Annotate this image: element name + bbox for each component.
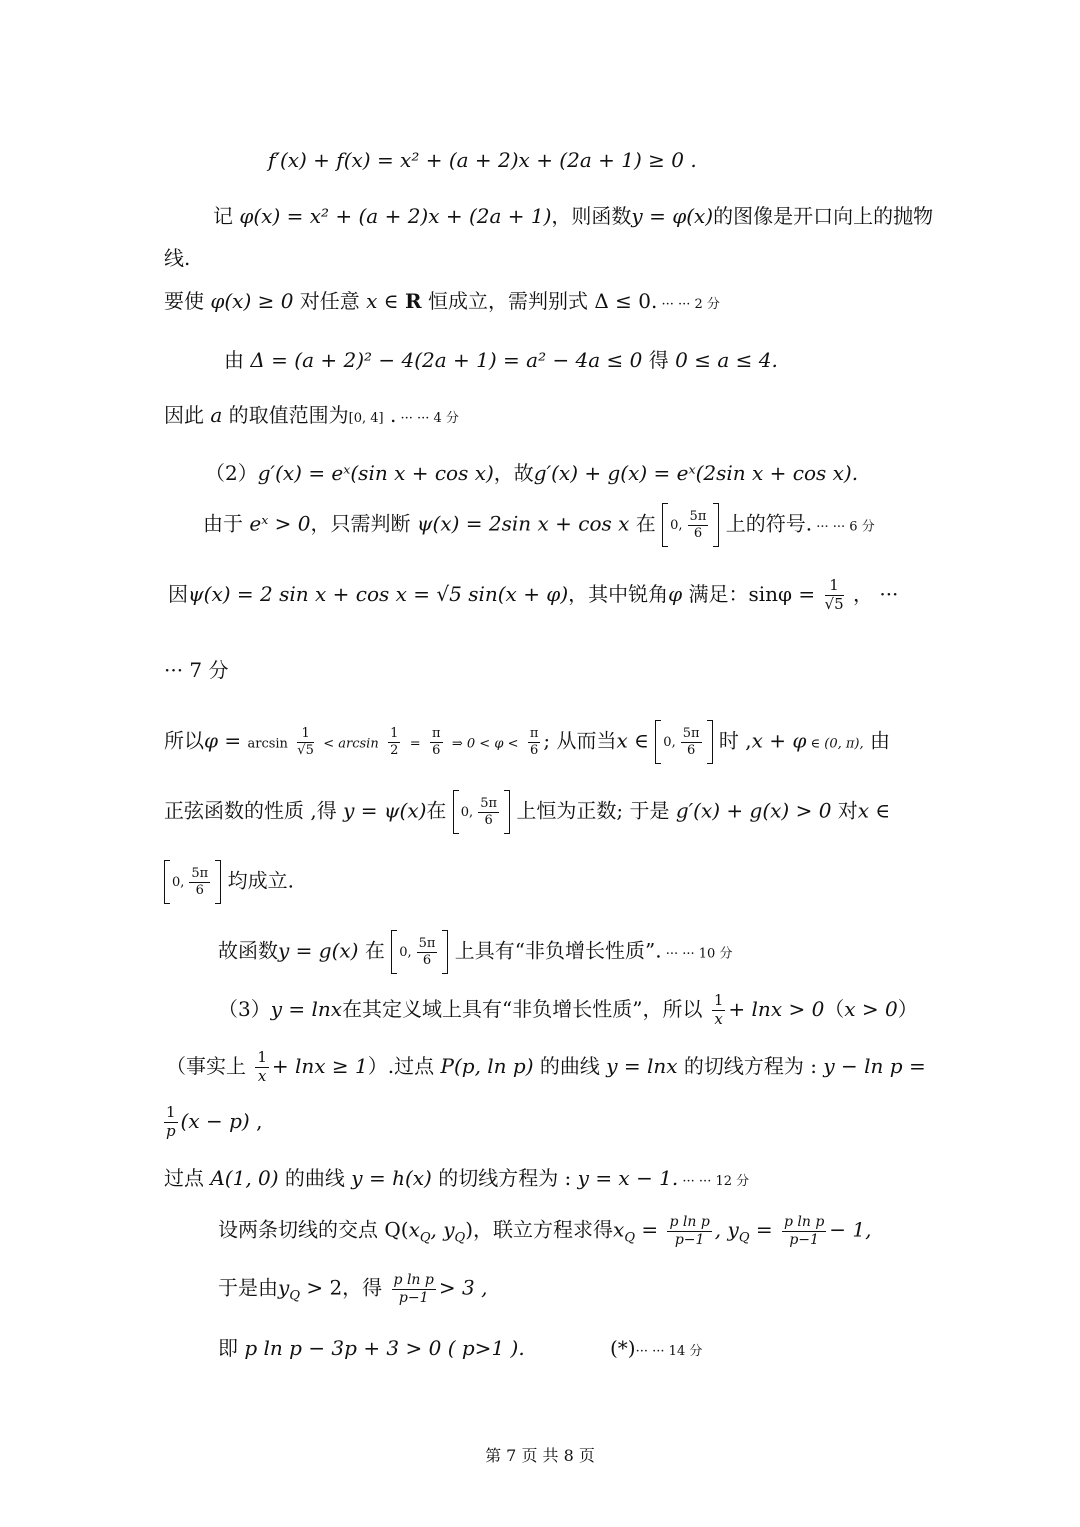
paragraph-intersection — [218, 1215, 872, 1247]
arcsin-text: arcsin — [247, 736, 288, 752]
paragraph-tangent-p — [166, 1050, 926, 1085]
math: g′(x) + g(x) = eˣ(2sin x + cos x). — [533, 461, 859, 485]
text: 得 — [642, 348, 676, 372]
text: 时 , — [718, 728, 752, 753]
math: x — [613, 1217, 625, 1242]
math: y — [278, 1275, 290, 1300]
math: x ∈ — [366, 289, 405, 313]
text: . — [383, 403, 397, 427]
score-dots: ··· ··· 2 分 — [657, 297, 720, 312]
subscript: Q — [624, 1230, 635, 1246]
text: ，只需判断 — [310, 511, 417, 536]
score-7: ··· 7 分 — [164, 658, 229, 682]
fraction: $\frac{\pi}{6}$ — [431, 725, 441, 758]
math: x ∈ — [616, 728, 656, 753]
paragraph-range — [164, 405, 459, 425]
math: − 1, — [829, 1217, 872, 1242]
score-14 — [610, 1338, 702, 1358]
text: 因此 — [164, 403, 211, 427]
math: + lnx ≥ 1 — [271, 1053, 368, 1078]
paragraph-phi-definition — [213, 206, 933, 226]
interval-0-5pi-6: 0, $\frac{5\pi}{6}$ — [391, 930, 448, 974]
math: φ(x) = x² + (a + 2)x + (2a + 1) — [239, 204, 552, 228]
paragraph-continuation: 线. — [164, 246, 191, 270]
text: 满足：sinφ = — [682, 581, 822, 606]
math: = — [409, 736, 421, 752]
math: y = ψ(x) — [343, 798, 427, 823]
reals-symbol: R — [404, 289, 422, 313]
math: g′(x) = eˣ(sin x + cos x) — [257, 461, 494, 485]
math: y = h(x) — [351, 1166, 432, 1190]
interval-0-5pi-6: 0, $\frac{5\pi}{6}$ — [164, 860, 221, 904]
math: y — [443, 1217, 455, 1242]
math: φ — [668, 581, 683, 606]
text: 记 — [213, 204, 240, 228]
math: ( p>1 ). — [441, 1336, 525, 1360]
text: 上的符号. — [725, 511, 813, 536]
math: (x − p) — [180, 1108, 250, 1133]
text: 恒成立，需判别式 Δ ≤ 0. — [421, 289, 658, 313]
math: x ∈ — [857, 798, 891, 823]
fraction: $\frac{\pi}{6}$ — [529, 725, 539, 758]
interval-0-5pi-6: 0, $\frac{5\pi}{6}$ — [655, 720, 712, 764]
math: ∈ (0, π), — [806, 736, 864, 752]
math: x > 0 — [844, 996, 898, 1021]
math: eˣ > 0 — [249, 511, 311, 536]
text: 在 — [426, 798, 447, 823]
text: （事实上 — [166, 1053, 246, 1078]
paragraph-part-3 — [218, 993, 918, 1028]
paragraph-psi-transform — [168, 578, 898, 613]
text: (*) — [610, 1336, 636, 1360]
score-dots: ··· ··· 12 分 — [678, 1174, 750, 1189]
text: )，联立方程求得 — [465, 1217, 614, 1242]
paragraph-sign-check — [203, 503, 875, 547]
math: < arcsin — [323, 736, 379, 752]
text: 由于 — [203, 511, 250, 536]
text: 的切线方程为 : — [677, 1053, 824, 1078]
text: ，其中锐角 — [568, 581, 669, 606]
math: x + φ — [751, 728, 807, 753]
text: 的曲线 — [533, 1053, 607, 1078]
subscript: Q — [738, 1230, 750, 1246]
math: > 3 , — [438, 1275, 488, 1300]
score-dots: ··· ··· 6 分 — [812, 519, 875, 535]
text: 在其定义域上具有“非负增长性质”，所以 — [342, 996, 703, 1021]
score-dots: ··· ··· 4 分 — [396, 411, 459, 426]
text: 的切线方程为 : — [431, 1166, 578, 1190]
interval-0-5pi-6: 0, $\frac{5\pi}{6}$ — [662, 503, 719, 547]
math: + lnx > 0 — [728, 996, 825, 1021]
math: = — [749, 1217, 779, 1242]
text: 的取值范围为 — [222, 403, 349, 427]
text: 正弦函数的性质 ,得 — [164, 798, 344, 823]
text: , — [249, 1108, 263, 1133]
math: y = lnx — [270, 996, 343, 1021]
text: 过点 — [164, 1166, 211, 1190]
text: 所以 — [164, 728, 204, 753]
text: （2） — [205, 461, 258, 485]
math: A(1, 0) — [210, 1166, 279, 1190]
text: 均成立. — [227, 868, 294, 893]
text: 由 — [863, 728, 890, 753]
fraction: $\frac{\text{p ln p}}{p-1}$ — [669, 1214, 710, 1248]
fraction: $\frac{\text{p ln p}}{p-1}$ — [783, 1214, 825, 1248]
math: = — [634, 1217, 665, 1242]
interval-0-5pi-6: 0, $\frac{5\pi}{6}$ — [453, 790, 510, 834]
math: Δ = (a + 2)² − 4(2a + 1) = a² − 4a ≤ 0 — [250, 348, 643, 372]
text: 在 — [358, 938, 385, 963]
paragraph-phi-range — [164, 720, 890, 764]
paragraph-tangent-p-cont — [164, 1105, 262, 1140]
text: 上具有“非负增长性质”. — [454, 938, 662, 963]
subscript: Q — [454, 1230, 466, 1246]
score-dots: ··· ··· 14 分 — [635, 1344, 703, 1359]
paragraph-tangent-a — [164, 1168, 749, 1188]
paragraph-condition-yq — [218, 1273, 487, 1305]
text: 即 — [218, 1336, 245, 1360]
score-dots: ··· ··· 10 分 — [661, 946, 733, 962]
math: ψ(x) = 2sin x + cos x — [416, 511, 630, 536]
paragraph-discriminant — [224, 350, 778, 370]
math: p ln p − 3p + 3 > 0 — [244, 1336, 442, 1360]
text: ） — [897, 996, 918, 1021]
fraction: $\frac{1}{2}$ — [390, 725, 399, 758]
subscript: Q — [289, 1288, 300, 1304]
text: 的图像是开口向上的抛物 — [713, 204, 934, 228]
text: 要使 — [164, 289, 211, 313]
math: 0 ≤ a ≤ 4. — [675, 348, 778, 372]
math: , y — [714, 1217, 739, 1242]
text: 故函数 — [218, 938, 278, 963]
fraction: $\frac{1}{x}$ — [257, 1048, 267, 1085]
text: 因 — [168, 581, 188, 606]
paragraph-inequality — [218, 1338, 525, 1358]
paragraph-holds — [164, 860, 294, 904]
text: > 2，得 — [299, 1275, 389, 1300]
text: 对任意 — [293, 289, 367, 313]
math: y = g(x) — [278, 938, 359, 963]
fraction: $\frac{\text{p ln p}}{p-1}$ — [393, 1272, 434, 1306]
text: 在 — [629, 511, 656, 536]
math: g′(x) + g(x) > 0 — [675, 798, 832, 823]
text: 对 — [831, 798, 858, 823]
fraction: $\frac{1}{p}$ — [165, 1103, 176, 1140]
text: 上恒为正数; 于是 — [516, 798, 676, 823]
math: x — [408, 1217, 420, 1242]
math: y = x − 1. — [577, 1166, 679, 1190]
math: ⇒ 0 < φ < — [451, 736, 519, 752]
paragraph-part-2 — [205, 463, 858, 483]
text: 于是由 — [218, 1275, 278, 1300]
text: 由 — [224, 348, 251, 372]
fraction: $\frac{1}{x}$ — [713, 991, 724, 1028]
text: ; 从而当 — [543, 728, 617, 753]
math: a — [210, 403, 223, 427]
text: （ — [824, 996, 845, 1021]
math: φ(x) ≥ 0 — [210, 289, 294, 313]
text: ， ··· — [852, 581, 899, 606]
math: φ = — [204, 728, 248, 753]
text: 设两条切线的交点 Q( — [218, 1217, 409, 1242]
range-interval: [0, 4] — [348, 411, 384, 426]
subscript: Q — [419, 1230, 431, 1246]
page-footer: 第 7 页 共 8 页 — [485, 1446, 595, 1465]
equation-line-1: f′(x) + f(x) = x² + (a + 2)x + (2a + 1) ≥ 0 . — [268, 148, 697, 172]
text: 的曲线 — [278, 1166, 352, 1190]
paragraph-condition — [164, 291, 720, 311]
text: ，故 — [493, 461, 534, 485]
text: （3） — [218, 996, 271, 1021]
text: ）.过点 — [367, 1053, 441, 1078]
math: P(p, ln p) — [440, 1053, 534, 1078]
fraction: $\frac{1}{√5}$ — [824, 576, 844, 613]
math: y = lnx — [606, 1053, 678, 1078]
math: y − ln p = — [823, 1053, 926, 1078]
paragraph-conclusion-2 — [218, 930, 732, 974]
fraction: $\frac{1}{√5}$ — [297, 725, 314, 758]
paragraph-positive — [164, 790, 890, 834]
text: ，则函数 — [551, 204, 632, 228]
math: ψ(x) = 2 sin x + cos x = √5 sin(x + φ) — [188, 581, 569, 606]
math: y = φ(x) — [631, 204, 714, 228]
math: , — [430, 1217, 444, 1242]
